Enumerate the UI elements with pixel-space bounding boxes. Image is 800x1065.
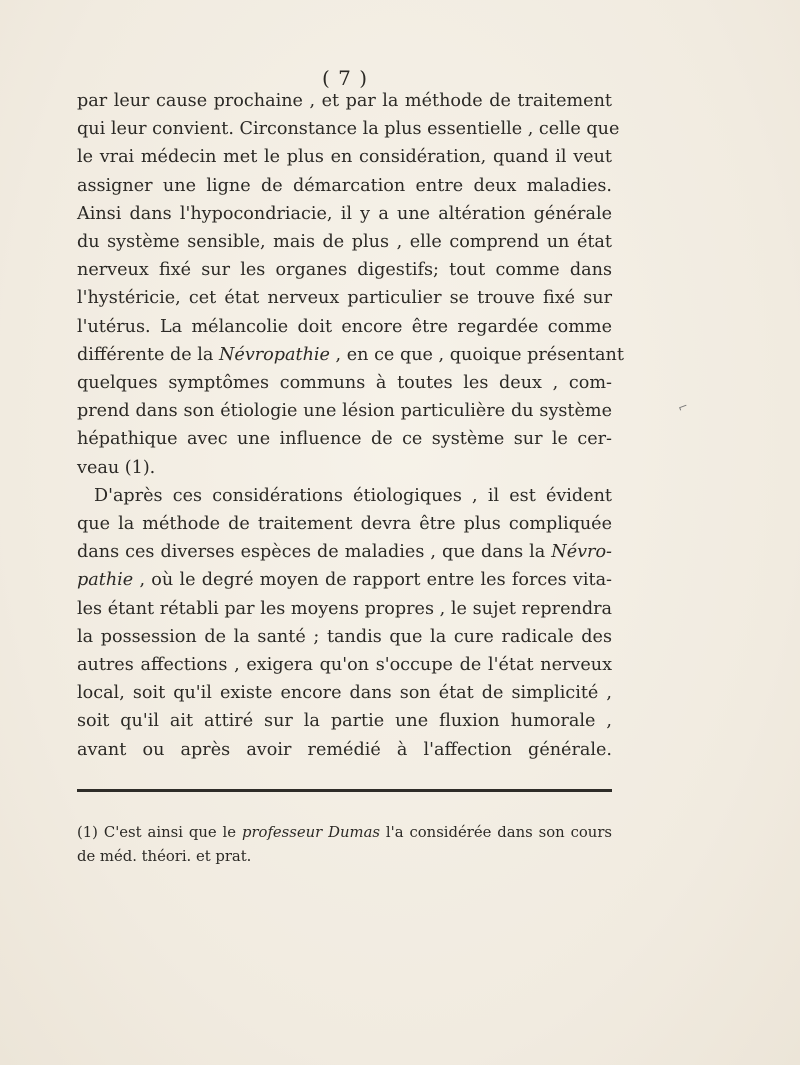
text-line: pathie , où le degré moyen de rapport entre les forces vita- — [77, 570, 612, 591]
italic-term: Névropathie — [219, 344, 330, 365]
text-line: dans ces diverses espèces de maladies , que dans la Névro- — [77, 542, 612, 563]
text-line: assigner une ligne de démarcation entre deux maladies. — [77, 175, 612, 196]
text-line: hépathique avec une influence de ce système sur le cer- — [77, 429, 612, 450]
text-line: soit qu'il ait attiré sur la partie une fluxion humorale , — [77, 711, 612, 732]
text-line: Ainsi dans l'hypocondriacie, il y a une altération générale — [77, 203, 612, 224]
margin-mark: ⌐ — [675, 398, 691, 416]
text-line: la possession de la santé ; tandis que la cure radicale des — [77, 626, 612, 647]
page-number: ( 7 ) — [321, 66, 369, 90]
footnote-line: (1) C'est ainsi que le professeur Dumas l'a considérée dans son cours — [77, 824, 612, 841]
italic-term: Névro- — [551, 542, 612, 563]
text-line: avant ou après avoir remédié à l'affection générale. — [77, 739, 612, 760]
text-line: le vrai médecin met le plus en considération, quand il veut — [77, 147, 612, 168]
text-line: que la méthode de traitement devra être plus compliquée — [77, 514, 612, 535]
text-line: les étant rétabli par les moyens propres , le sujet reprendra — [77, 598, 612, 619]
footnote-line: de méd. théori. et prat. — [77, 848, 252, 865]
body-text — [77, 87, 624, 764]
footnote — [77, 821, 612, 869]
footnote-divider — [77, 789, 612, 792]
text-line: qui leur convient. Circonstance la plus essentielle , celle que — [77, 119, 620, 140]
italic-name: professeur Dumas — [241, 824, 380, 841]
text-line: local, soit qu'il existe encore dans son état de simplicité , — [77, 683, 612, 704]
text-line: nerveux fixé sur les organes digestifs; tout comme dans — [77, 260, 612, 281]
text-line: D'après ces considérations étiologiques , il est évident — [94, 485, 612, 506]
text-line: veau (1). — [77, 457, 156, 478]
text-line: autres affections , exigera qu'on s'occupe de l'état nerveux — [77, 655, 612, 676]
text-line: l'utérus. La mélancolie doit encore être regardée comme — [77, 316, 612, 337]
italic-term: pathie — [77, 570, 134, 591]
text-line: différente de la Névropathie , en ce que , quoique présentant — [77, 344, 624, 365]
text-line: quelques symptômes communs à toutes les deux , com- — [77, 373, 612, 394]
text-line: du système sensible, mais de plus , elle comprend un état — [77, 232, 612, 253]
text-line: prend dans son étiologie une lésion particulière du système — [77, 401, 612, 422]
text-line: l'hystéricie, cet état nerveux particulier se trouve fixé sur — [77, 288, 612, 309]
text-line: par leur cause prochaine , et par la méthode de traitement — [77, 91, 612, 111]
